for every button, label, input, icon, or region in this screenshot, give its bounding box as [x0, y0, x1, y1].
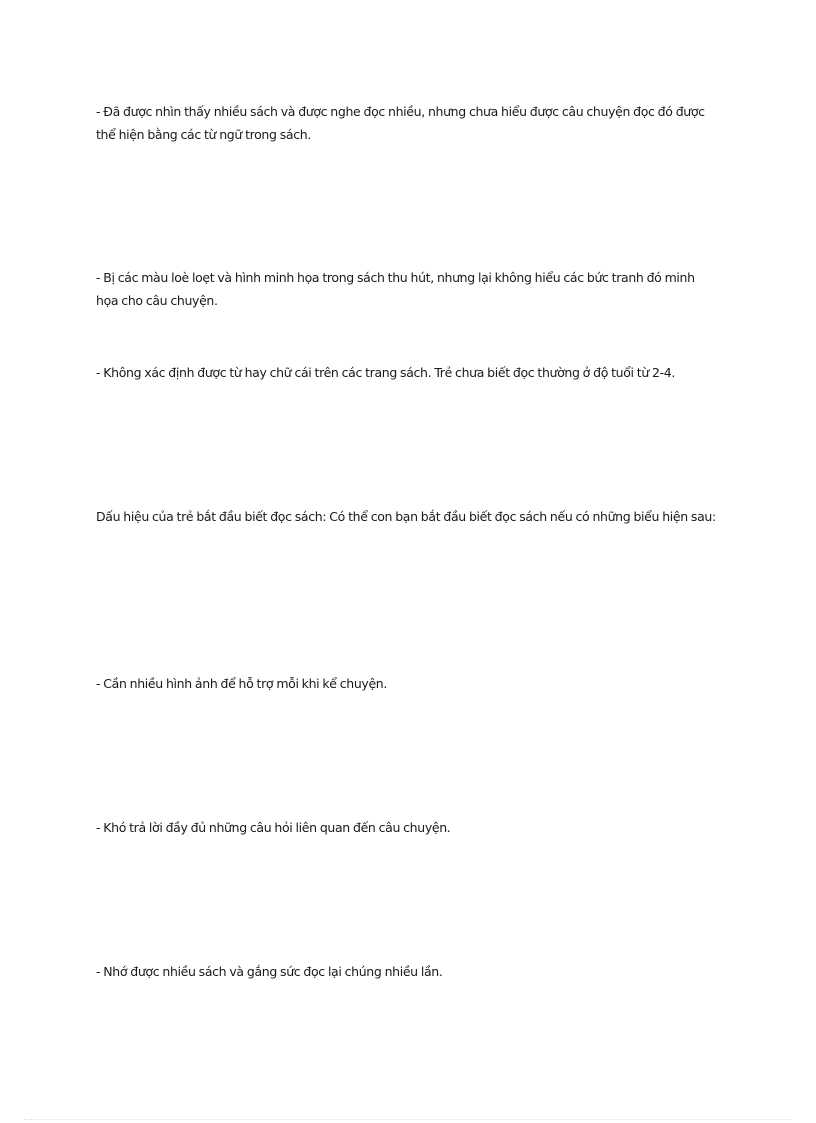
page-bottom-divider — [24, 1119, 792, 1120]
paragraph-remembers-books: - Nhớ được nhiều sách và gắng sức đọc lại chúng nhiều lần. — [96, 964, 443, 979]
paragraph-attracted-by-colors: - Bị các màu loè loẹt và hình minh họa trong sách thu hút, nhưng lại không hiểu các bức tranh đó minh họa cho câu chuyện. — [96, 270, 695, 308]
paragraph-signs-heading: Dấu hiệu của trẻ bắt đầu biết đọc sách: Có thể con bạn bắt đầu biết đọc sách nếu có những biểu hiện sau: — [96, 509, 716, 524]
paragraph-not-understanding-words: - Đã được nhìn thấy nhiều sách và được nghe đọc nhiều, nhưng chưa hiểu được câu chuyện đọc đó được thể hiện bằng các từ ngữ trong sách. — [96, 104, 705, 142]
paragraph-hard-to-answer: - Khó trả lời đầy đủ những câu hỏi liên quan đến câu chuyện. — [96, 820, 451, 835]
paragraph-needs-pictures: - Cần nhiều hình ảnh để hỗ trợ mỗi khi kể chuyện. — [96, 676, 387, 691]
paragraph-cannot-identify-letters: - Không xác định được từ hay chữ cái trên các trang sách. Trẻ chưa biết đọc thường ở độ tuổi từ 2-4. — [96, 365, 676, 380]
